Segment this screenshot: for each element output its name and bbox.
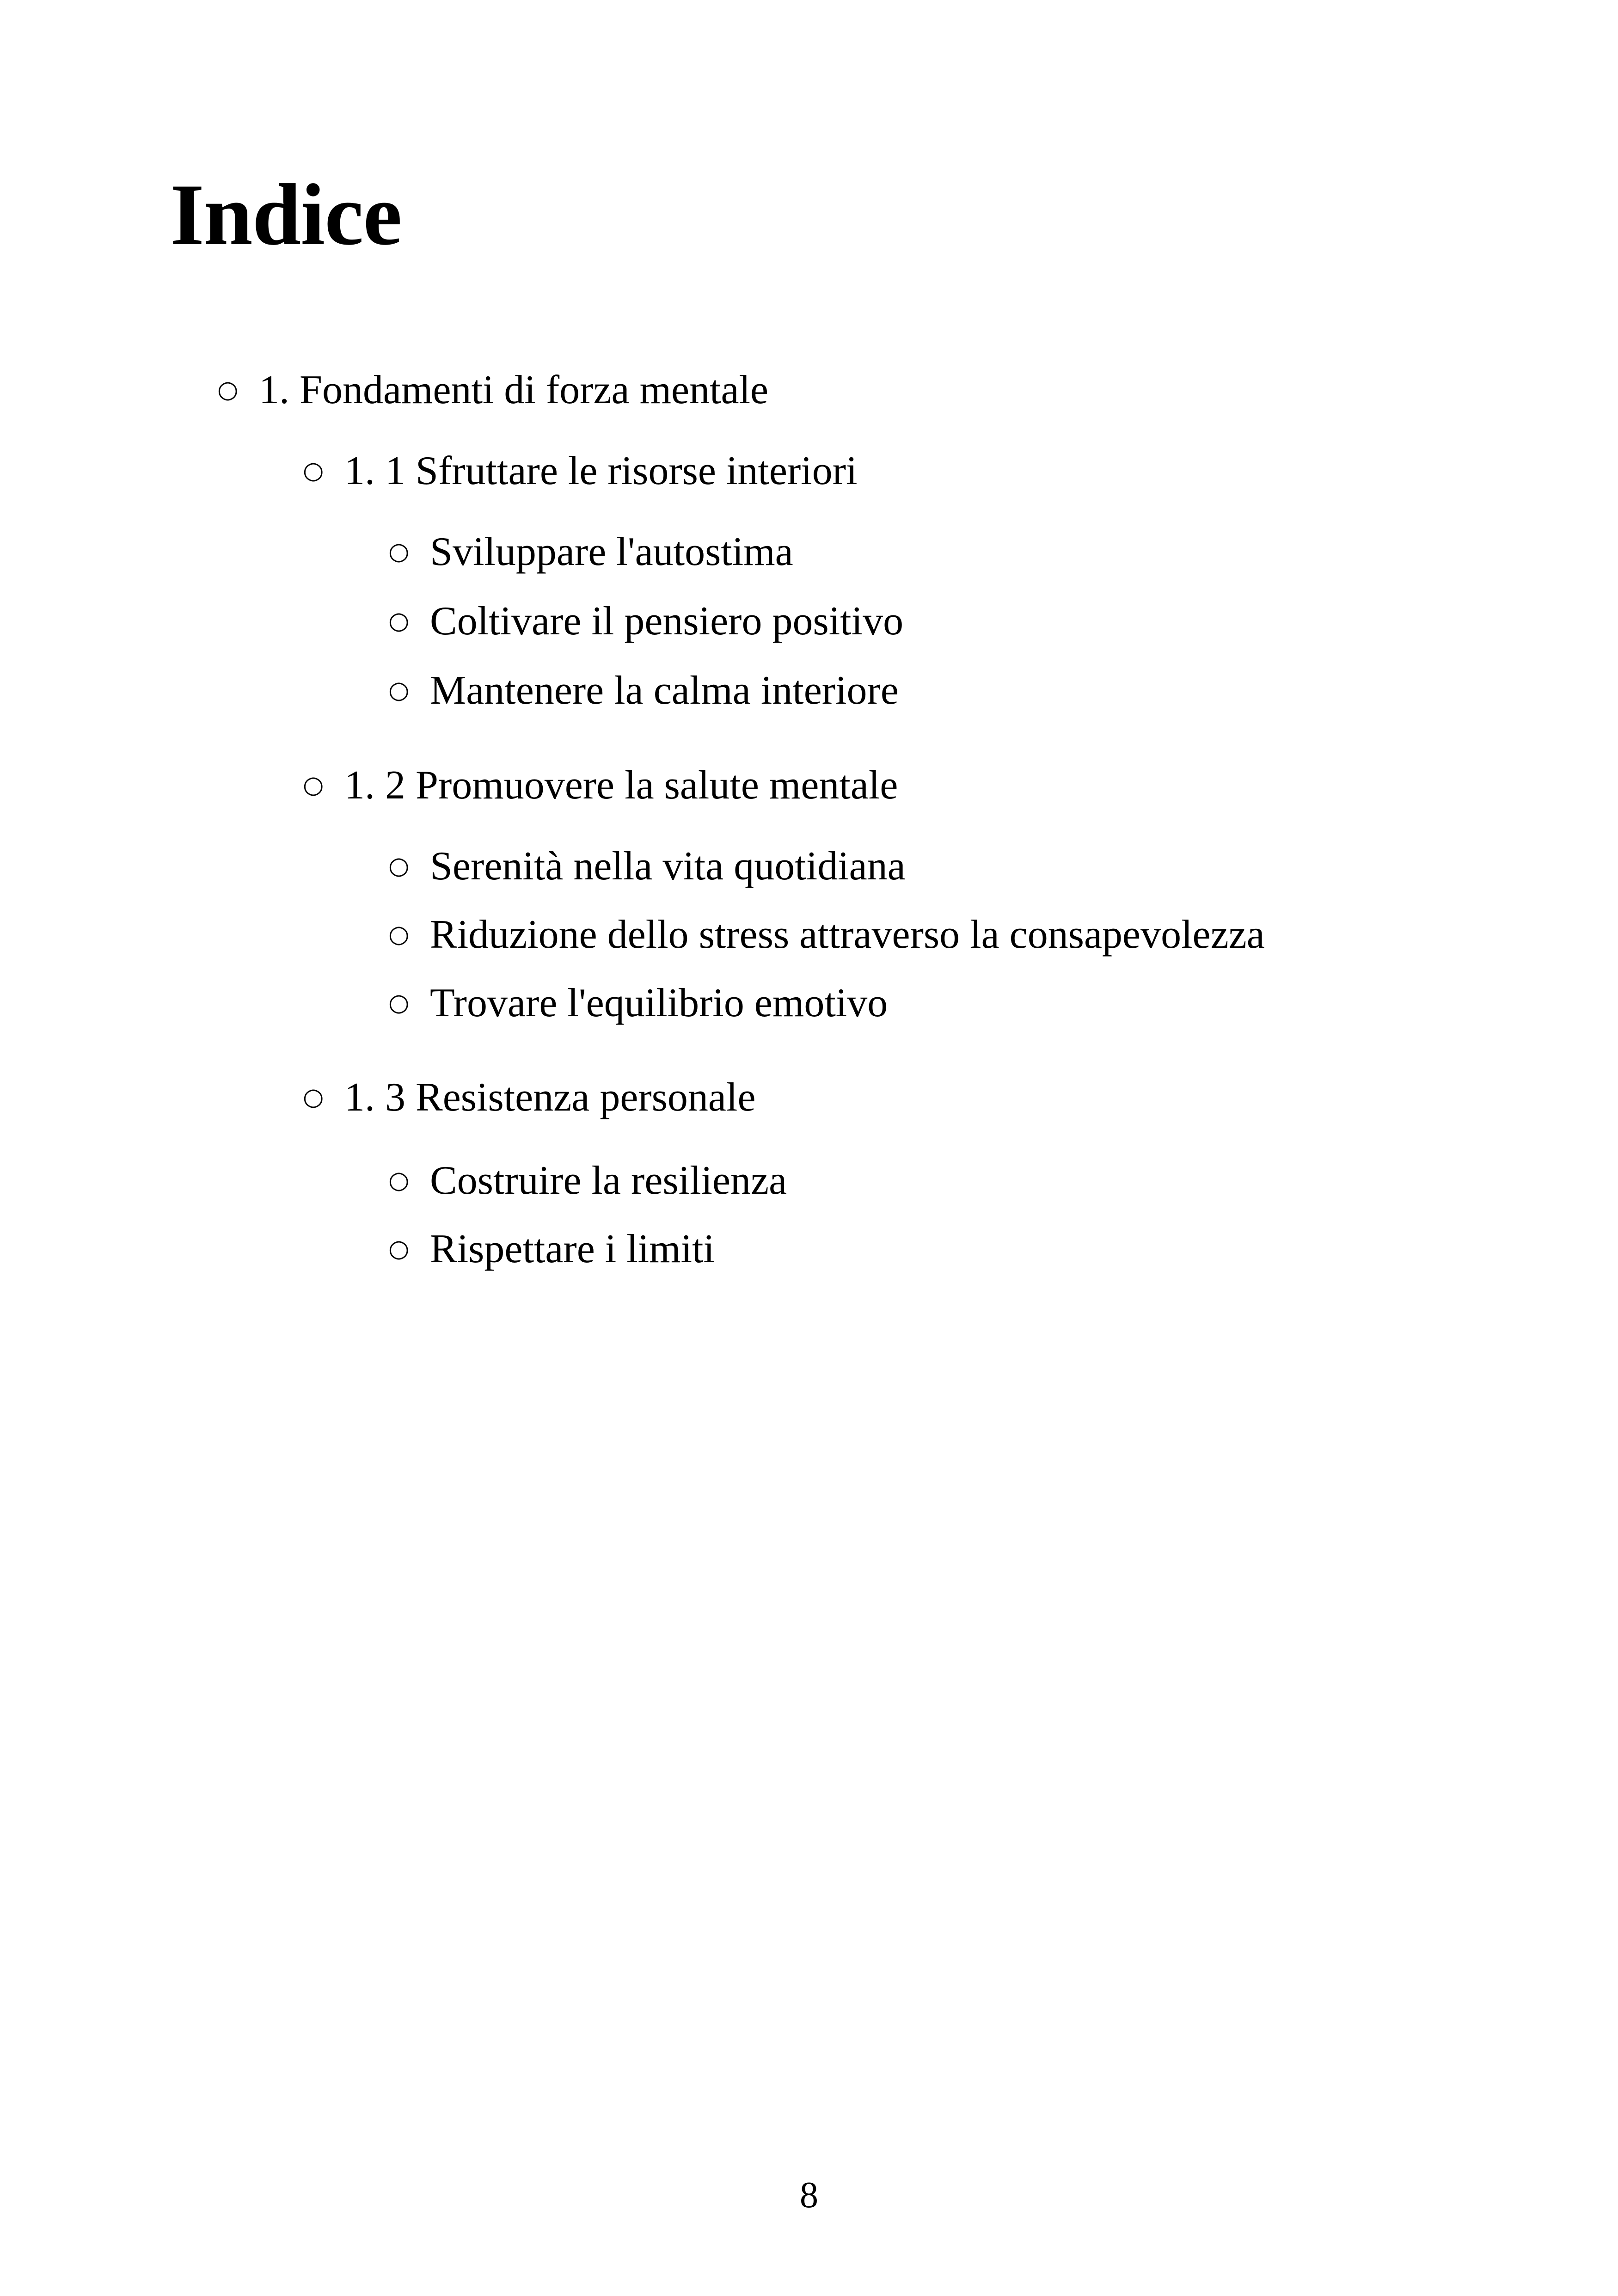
hollow-circle-bullet-icon: ○	[303, 1083, 324, 1111]
toc-entry-subsection[interactable]	[388, 983, 888, 1024]
hollow-circle-bullet-icon: ○	[388, 1235, 410, 1263]
toc-entry-label: 1. 2 Promuovere la salute mentale	[344, 763, 898, 808]
toc-entry-section-1-1[interactable]	[303, 448, 858, 493]
hollow-circle-bullet-icon: ○	[388, 607, 410, 635]
toc-entry-subsection[interactable]	[388, 601, 903, 642]
toc-entry-label: Coltivare il pensiero positivo	[430, 599, 904, 644]
toc-entry-chapter-1[interactable]	[217, 370, 768, 411]
toc-entry-label: Sviluppare l'autostima	[430, 529, 793, 574]
toc-entry-subsection[interactable]	[388, 529, 793, 574]
hollow-circle-bullet-icon: ○	[303, 457, 324, 485]
toc-entry-section-1-2[interactable]	[303, 765, 898, 806]
toc-entry-subsection[interactable]	[388, 1160, 787, 1201]
toc-entry-subsection[interactable]	[388, 670, 899, 711]
hollow-circle-bullet-icon: ○	[217, 376, 239, 404]
toc-entry-subsection[interactable]	[388, 1229, 715, 1270]
toc-entry-label: Rispettare i limiti	[430, 1227, 715, 1271]
hollow-circle-bullet-icon: ○	[303, 771, 324, 799]
page-title: Indice	[170, 166, 402, 264]
hollow-circle-bullet-icon: ○	[388, 676, 410, 704]
page-number: 8	[800, 2175, 818, 2216]
toc-entry-label: Serenità nella vita quotidiana	[430, 844, 906, 889]
hollow-circle-bullet-icon: ○	[388, 538, 410, 565]
hollow-circle-bullet-icon: ○	[388, 921, 410, 948]
hollow-circle-bullet-icon: ○	[388, 852, 410, 880]
toc-entry-label: Trovare l'equilibrio emotivo	[430, 981, 888, 1025]
hollow-circle-bullet-icon: ○	[388, 989, 410, 1017]
hollow-circle-bullet-icon: ○	[388, 1166, 410, 1194]
toc-entry-subsection[interactable]	[388, 846, 906, 887]
toc-entry-label: Mantenere la calma interiore	[430, 668, 899, 713]
toc-entry-label: 1. 1 Sfruttare le risorse interiori	[344, 448, 858, 493]
toc-entry-label: Riduzione dello stress attraverso la consapevolezza	[430, 912, 1265, 957]
toc-entry-section-1-3[interactable]	[303, 1077, 756, 1118]
toc-entry-label: Costruire la resilienza	[430, 1158, 787, 1203]
toc-entry-subsection[interactable]	[388, 912, 1265, 957]
toc-entry-label: 1. Fondamenti di forza mentale	[259, 368, 769, 412]
toc-entry-label: 1. 3 Resistenza personale	[344, 1075, 756, 1120]
